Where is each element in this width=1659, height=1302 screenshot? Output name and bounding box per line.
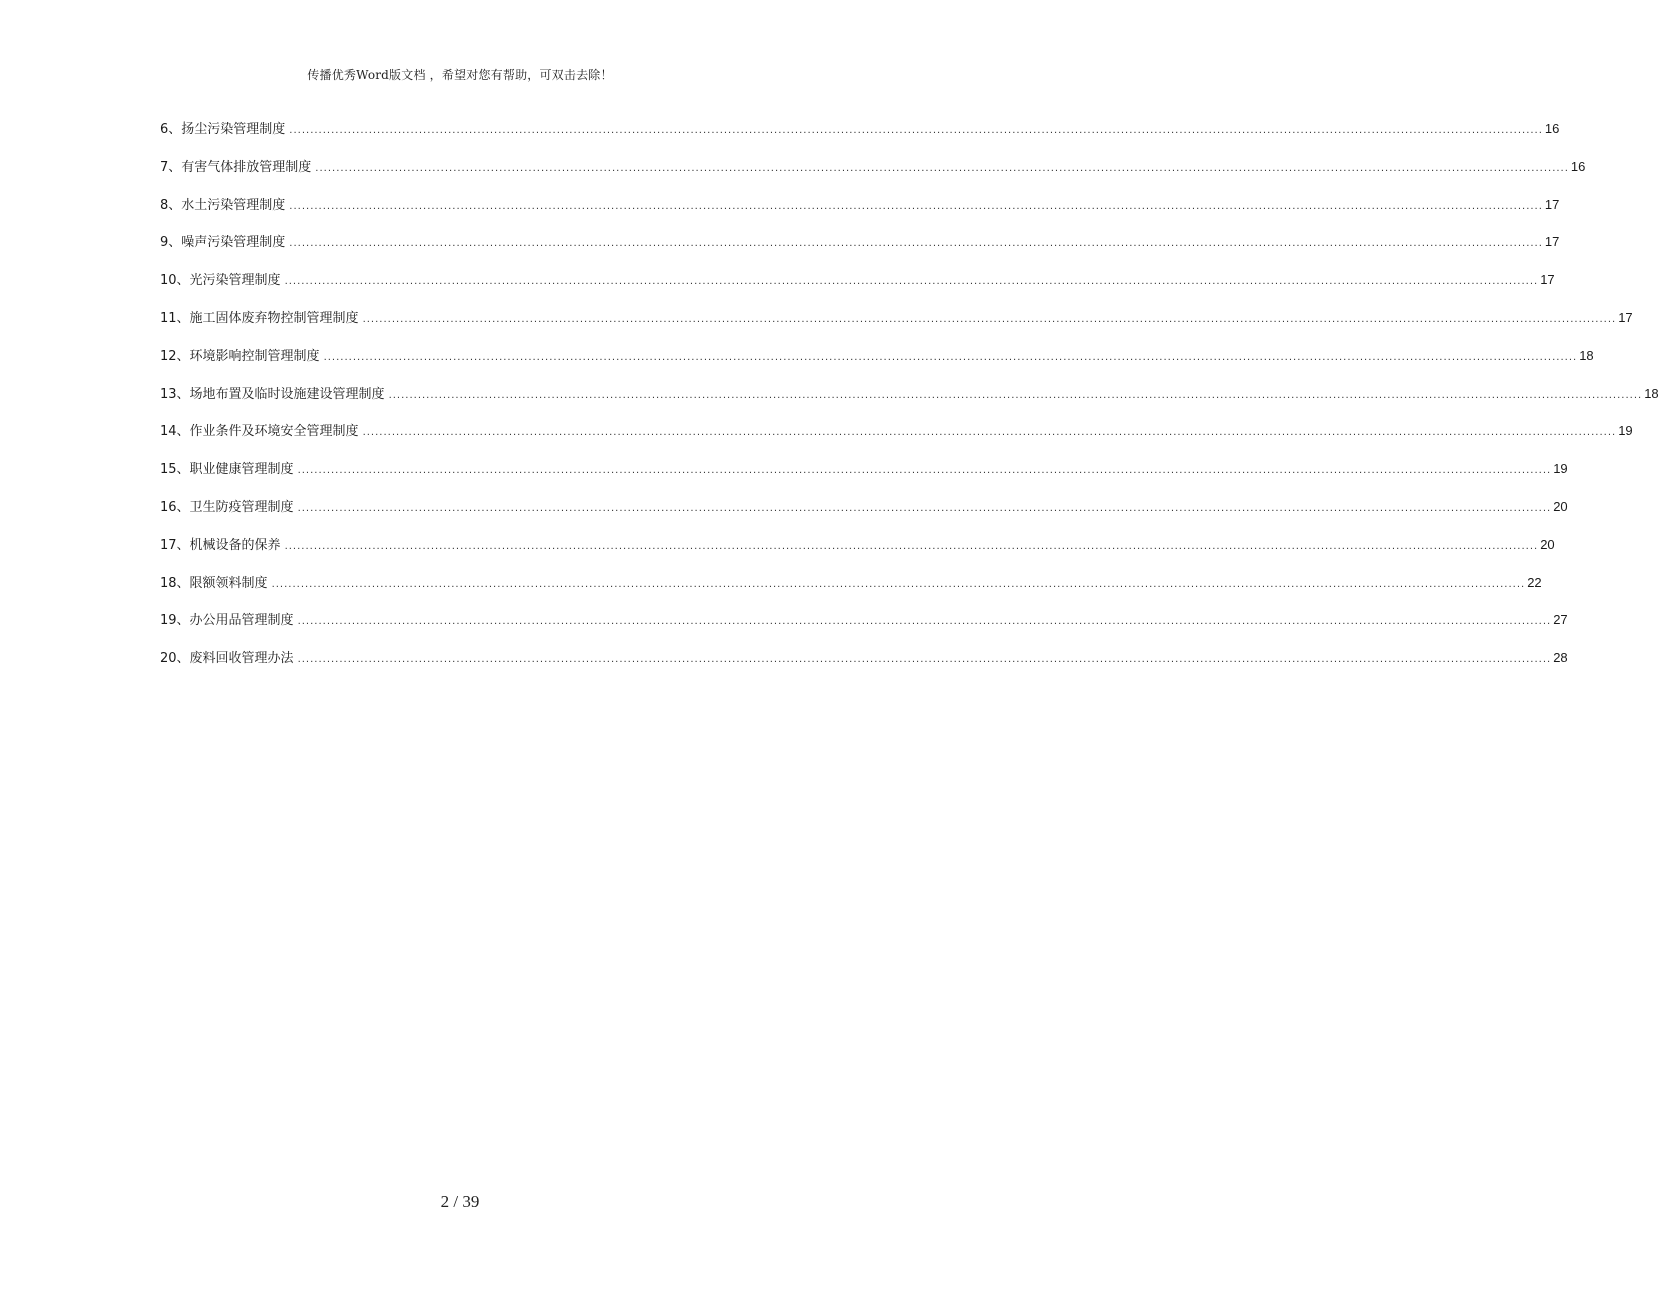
toc-entry-number: 14、: [160, 424, 190, 440]
toc-entry-title: 光污染管理制度: [189, 273, 281, 289]
toc-entry-number: 18、: [160, 575, 190, 591]
toc-entry-title: 有害气体排放管理制度: [181, 159, 312, 175]
toc-dot-leader: ............................................................................................................................................................................................................................................................................................................: [315, 162, 1569, 174]
toc-entry-title: 卫生防疫管理制度: [189, 499, 294, 515]
toc-entry-page: 20: [1553, 498, 1568, 514]
toc-entry-title: 施工固体废弃物控制管理制度: [189, 310, 359, 326]
toc-entry-number: 6、: [160, 122, 182, 137]
toc-entry[interactable]: [160, 647, 1568, 685]
toc-entry-number: 8、: [160, 197, 182, 213]
page-number-footer: 2 / 39: [440, 1192, 480, 1211]
toc-entry[interactable]: [160, 118, 1560, 156]
toc-entry-title: 水土污染管理制度: [181, 197, 286, 213]
toc-entry-page: 27: [1553, 612, 1568, 628]
toc-entry-title: 职业健康管理制度: [189, 462, 294, 478]
toc-entry-number: 17、: [160, 537, 190, 553]
toc-entry-title: 机械设备的保养: [189, 537, 281, 553]
toc-dot-leader: ............................................................................................................................................................................................................................................................................................................: [297, 616, 1552, 628]
toc-entry[interactable]: [160, 420, 1633, 458]
toc-entry-page: 22: [1527, 574, 1542, 590]
toc-entry-number: 9、: [160, 235, 182, 251]
toc-dot-leader: ............................................................................................................................................................................................................................................................................................................: [297, 465, 1552, 477]
toc-entry[interactable]: [160, 383, 1659, 421]
toc-entry-title: 噪声污染管理制度: [181, 235, 286, 251]
toc-entry-number: 10、: [160, 273, 190, 289]
toc-entry-page: 16: [1570, 158, 1586, 174]
toc-dot-leader: ............................................................................................................................................................................................................................................................................................................: [289, 200, 1543, 212]
table-of-contents: [160, 118, 1659, 685]
toc-entry-title: 办公用品管理制度: [189, 613, 294, 629]
toc-dot-leader: ............................................................................................................................................................................................................................................................................................................: [362, 427, 1617, 439]
toc-dot-leader: ............................................................................................................................................................................................................................................................................................................: [297, 502, 1552, 514]
toc-entry-number: 13、: [160, 386, 190, 402]
toc-entry[interactable]: [160, 458, 1568, 496]
toc-dot-leader: ............................................................................................................................................................................................................................................................................................................: [362, 313, 1617, 325]
toc-entry[interactable]: [160, 572, 1542, 610]
toc-entry[interactable]: [160, 194, 1560, 232]
toc-entry-number: 20、: [160, 651, 190, 667]
toc-entry-page: 28: [1553, 650, 1568, 666]
toc-entry-title: 限额领料制度: [189, 575, 268, 591]
toc-dot-leader: ............................................................................................................................................................................................................................................................................................................: [388, 389, 1643, 401]
toc-entry-number: 7、: [160, 159, 182, 175]
toc-entry-page: 19: [1618, 423, 1633, 439]
toc-entry[interactable]: [160, 307, 1633, 345]
page-header: 传播优秀Word版文档 ，希望对您有帮助，可双击去除！: [307, 68, 613, 82]
toc-dot-leader: ............................................................................................................................................................................................................................................................................................................: [289, 125, 1543, 136]
toc-entry[interactable]: [160, 345, 1594, 383]
toc-dot-leader: ............................................................................................................................................................................................................................................................................................................: [271, 578, 1526, 590]
toc-dot-leader: ............................................................................................................................................................................................................................................................................................................: [284, 276, 1539, 288]
toc-entry-page: 17: [1618, 309, 1633, 325]
toc-dot-leader: ............................................................................................................................................................................................................................................................................................................: [297, 654, 1552, 666]
toc-entry-page: 20: [1540, 536, 1555, 552]
toc-entry-page: 18: [1644, 385, 1659, 401]
toc-entry[interactable]: [160, 534, 1555, 572]
toc-entry[interactable]: [160, 496, 1568, 534]
toc-entry-number: 15、: [160, 462, 190, 478]
toc-entry-title: 环境影响控制管理制度: [189, 348, 320, 364]
toc-entry-number: 16、: [160, 499, 190, 515]
toc-entry-page: 16: [1544, 121, 1560, 136]
toc-entry-number: 11、: [160, 310, 190, 326]
toc-entry-page: 17: [1540, 272, 1555, 288]
toc-entry-title: 废料回收管理办法: [189, 651, 294, 667]
toc-entry[interactable]: [160, 609, 1568, 647]
toc-dot-leader: ............................................................................................................................................................................................................................................................................................................: [323, 351, 1578, 363]
toc-entry-number: 19、: [160, 613, 190, 629]
toc-entry-page: 17: [1544, 234, 1560, 250]
toc-entry[interactable]: [160, 156, 1586, 194]
toc-entry-page: 18: [1579, 347, 1594, 363]
toc-entry-title: 场地布置及临时设施建设管理制度: [189, 386, 385, 402]
toc-dot-leader: ............................................................................................................................................................................................................................................................................................................: [284, 540, 1539, 552]
toc-entry[interactable]: [160, 231, 1560, 269]
toc-entry-page: 17: [1544, 196, 1560, 212]
toc-dot-leader: ............................................................................................................................................................................................................................................................................................................: [289, 238, 1543, 250]
toc-entry[interactable]: [160, 269, 1555, 307]
toc-entry-number: 12、: [160, 348, 190, 364]
toc-entry-title: 扬尘污染管理制度: [181, 122, 286, 137]
toc-entry-title: 作业条件及环境安全管理制度: [189, 424, 359, 440]
toc-entry-page: 19: [1553, 461, 1568, 477]
